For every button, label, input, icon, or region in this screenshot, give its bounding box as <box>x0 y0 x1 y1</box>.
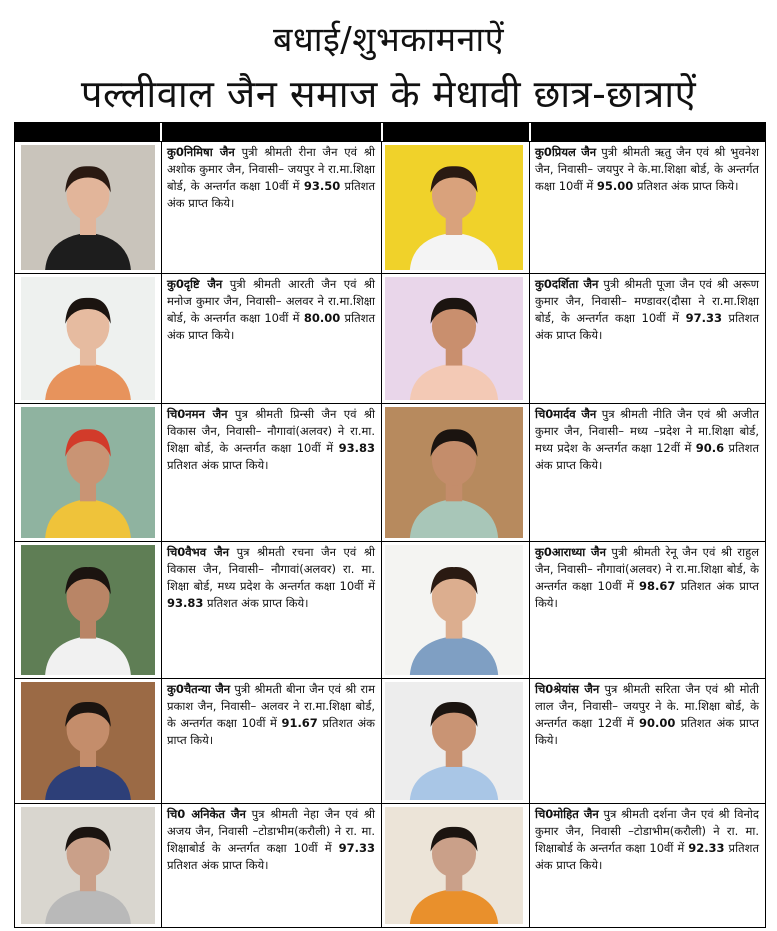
student-details: पुत्र श्रीमती नेहा जैन एवं श्री अजय जैन, निवासी –टोडाभीम(करौली) ने रा. मा. शिक्षाबोर्ड के अन्तर्गत कक्षा 10वीं में <box>167 807 375 855</box>
student-photo <box>385 545 523 675</box>
student-result-text: प्रतिशत अंक प्राप्त किये। <box>535 841 759 872</box>
student-photo <box>21 145 155 270</box>
student-name: चि0नमन जैन <box>167 407 228 421</box>
student-result-text: प्रतिशत अंक प्राप्त किये। <box>167 311 376 342</box>
student-description <box>535 276 759 344</box>
student-description <box>535 406 759 474</box>
student-name: कु0चैतन्या जैन <box>167 682 231 696</box>
student-photo <box>385 807 523 924</box>
student-description <box>167 276 375 344</box>
header-bar <box>15 123 765 141</box>
student-score: 90.00 <box>639 716 676 730</box>
student-photo <box>385 145 523 270</box>
student-name: चि0श्रेयांस जैन <box>535 682 600 696</box>
student-result-text: प्रतिशत अंक प्राप्त किये। <box>167 179 376 210</box>
student-name: चि0 अनिकेत जैन <box>167 807 246 821</box>
student-photo <box>21 407 155 538</box>
student-description <box>535 544 759 612</box>
student-description <box>535 806 759 874</box>
student-name: कु0दर्शिता जैन <box>535 277 599 291</box>
student-details: पुत्री श्रीमती ऋतु जैन एवं श्री भुवनेश जैन, निवासी– जयपुर ने के.मा.शिक्षा बोर्ड, के अन्तर्गत कक्षा 10वीं में <box>535 145 759 193</box>
student-score: 93.83 <box>167 596 204 610</box>
student-result-text: प्रतिशत अंक प्राप्त किये। <box>535 716 759 747</box>
student-name: कु0निमिषा जैन <box>167 145 235 159</box>
student-description <box>167 406 375 474</box>
student-score: 97.33 <box>338 841 375 855</box>
student-photo <box>21 545 155 675</box>
table-row <box>15 403 765 541</box>
student-photo <box>385 277 523 400</box>
table-row <box>15 541 765 678</box>
student-score: 92.33 <box>688 841 725 855</box>
student-score: 93.83 <box>338 441 375 455</box>
students-grid <box>14 122 766 928</box>
student-photo <box>385 682 523 800</box>
student-result-text: प्रतिशत अंक प्राप्त किये। <box>535 441 759 472</box>
student-photo <box>21 682 155 800</box>
table-row <box>15 273 765 403</box>
student-details: पुत्र श्रीमती सरिता जैन एवं श्री मोती लाल जैन, निवासी– जयपुर ने के. मा.शिक्षा बोर्ड, के अन्तर्गत कक्षा 12वीं में <box>535 682 759 730</box>
student-result-text: प्रतिशत अंक प्राप्त किये। <box>535 579 759 610</box>
student-score: 97.33 <box>685 311 722 325</box>
student-photo <box>385 407 523 538</box>
student-result-text: प्रतिशत अंक प्राप्त किये। <box>167 716 375 747</box>
page-subtitle: पल्लीवाल जैन समाज के मेधावी छात्र-छात्राऐं <box>80 72 697 116</box>
table-row <box>15 678 765 803</box>
student-name: कु0दृष्टि जैन <box>167 277 223 291</box>
student-result-text: प्रतिशत अंक प्राप्त किये। <box>203 596 309 610</box>
student-score: 90.6 <box>695 441 725 455</box>
student-name: कु0आराध्या जैन <box>535 545 606 559</box>
student-name: चि0मार्दव जैन <box>535 407 597 421</box>
student-details: पुत्री श्रीमती रीना जैन एवं श्री अशोक कुमार जैन, निवासी– जयपुर ने रा.मा.शिक्षा बोर्ड, के अन्तर्गत कक्षा 10वीं में <box>167 145 375 193</box>
student-score: 95.00 <box>596 179 634 193</box>
student-score: 91.67 <box>281 716 318 730</box>
student-name: कु0प्रियल जैन <box>535 145 597 159</box>
student-description <box>167 144 375 212</box>
student-description <box>535 681 759 749</box>
student-description <box>167 681 375 749</box>
table-row <box>15 141 765 273</box>
student-score: 80.00 <box>303 311 341 325</box>
student-description <box>167 806 375 874</box>
student-name: चि0वैभव जैन <box>167 545 229 559</box>
student-photo <box>21 277 155 400</box>
student-name: चि0मोहित जैन <box>535 807 599 821</box>
student-result-text: प्रतिशत अंक प्राप्त किये। <box>535 311 760 342</box>
student-details: पुत्री श्रीमती पूजा जैन एवं श्री अरूण कुमार जैन, निवासी– मण्डावर(दौसा ने रा.मा.शिक्षा बोर्ड, के अन्तर्गत कक्षा 10वीं में <box>535 277 759 325</box>
page-title: बधाई/शुभकामनाऐं <box>272 20 505 60</box>
student-details: पुत्र श्रीमती दर्शना जैन एवं श्री विनोद कुमार जैन, निवासी –टोडाभीम(करौली) ने रा. मा. शिक्षाबोर्ड के अन्तर्गत कक्षा 10वीं में <box>535 807 759 855</box>
student-score: 98.67 <box>639 579 676 593</box>
student-result-text: प्रतिशत अंक प्राप्त किये। <box>167 858 269 872</box>
student-score: 93.50 <box>303 179 341 193</box>
student-result-text: प्रतिशत अंक प्राप्त किये। <box>633 179 739 193</box>
student-details: पुत्र श्रीमती नीति जैन एवं श्री अजीत कुमार जैन, निवासी– मध्य –प्रदेश ने मा.शिक्षा बोर्ड, मध्य प्रदेश के अन्तर्गत कक्षा 12वीं में <box>535 407 759 455</box>
table-row <box>15 803 765 927</box>
student-photo <box>21 807 155 924</box>
student-details: पुत्री श्रीमती बीना जैन एवं श्री राम प्रकाश जैन, निवासी– अलवर ने रा.मा.शिक्षा बोर्ड, के अन्तर्गत कक्षा 10वीं में <box>167 682 375 730</box>
student-details: पुत्र श्रीमती प्रिन्सी जैन एवं श्री विकास जैन, निवासी– नौगावां(अलवर) ने रा.मा. शिक्षा बोर्ड, के अन्तर्गत कक्षा 10वीं में <box>167 407 375 455</box>
student-details: पुत्र श्रीमती रचना जैन एवं श्री विकास जैन, निवासी– नौगावां(अलवर) रा. मा. शिक्षा बोर्ड, मध्य प्रदेश के अन्तर्गत कक्षा 10वीं में <box>167 545 376 593</box>
student-description <box>535 144 759 195</box>
student-details: पुत्री श्रीमती रेनू जैन एवं श्री राहुल जैन, निवासी– नौगावां(अलवर) ने रा.मा.शिक्षा बोर्ड, के अन्तर्गत कक्षा 10वीं में <box>535 545 759 593</box>
student-details: पुत्री श्रीमती आरती जैन एवं श्री मनोज कुमार जैन, निवासी– अलवर ने रा.मा.शिक्षा बोर्ड, के अन्तर्गत कक्षा 10वीं में <box>167 277 375 325</box>
student-description <box>167 544 375 612</box>
student-result-text: प्रतिशत अंक प्राप्त किये। <box>167 458 269 472</box>
